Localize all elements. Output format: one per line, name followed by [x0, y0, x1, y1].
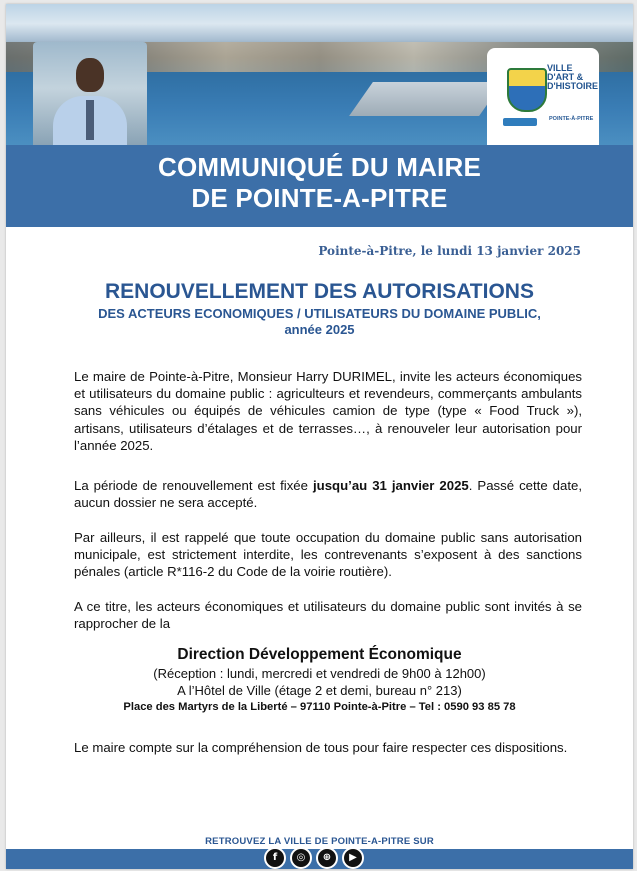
header-banner	[6, 4, 633, 145]
youtube-icon[interactable]: ▶	[342, 847, 364, 869]
subject-heading: RENOUVELLEMENT DES AUTORISATIONS DES ACTEURS ECONOMIQUES / UTILISATEURS DU DOMAINE PUBLIC, année 2025	[98, 280, 541, 337]
social-icons	[264, 847, 364, 869]
web-icon[interactable]: ⊕	[316, 847, 338, 869]
city-logo	[487, 48, 599, 145]
ville-art-histoire-label: VILLE D'ART & D'HISTOIRE	[547, 63, 598, 91]
city-crest-icon	[507, 68, 547, 112]
mayor-portrait	[33, 42, 147, 145]
paragraph-deadline: La période de renouvellement est fixée jusqu’au 31 janvier 2025. Passé cette date, aucun dossier ne sera accepté.	[74, 478, 583, 511]
facebook-icon[interactable]: f	[264, 847, 286, 869]
dateline: Pointe-à-Pitre, le lundi 13 janvier 2025	[318, 244, 581, 258]
reception-hours: (Réception : lundi, mercredi et vendredi de 9h00 à 12h00)	[153, 666, 486, 681]
office-location: A l’Hôtel de Ville (étage 2 et demi, bureau n° 213)	[177, 683, 462, 698]
paragraph-closing: Le maire compte sur la compréhension de tous pour faire respecter ces dispositions.	[74, 740, 568, 755]
quay-building	[349, 82, 503, 116]
paragraph-warning: Par ailleurs, il est rappelé que toute occupation du domaine public sans autorisation municipale, est strictement interdite, les contrevenants s’exposent à des sanctions pénales (article R*116-2 du Code de la voirie routière).	[74, 530, 582, 580]
secondary-logo	[503, 118, 537, 126]
paragraph-contact-intro: A ce titre, les acteurs économiques et utilisateurs du domaine public sont invités à se rapprocher de la	[74, 599, 582, 632]
press-release-page	[6, 4, 633, 869]
department-name: Direction Développement Économique	[177, 646, 462, 663]
instagram-icon[interactable]: ◎	[290, 847, 312, 869]
footer-label: RETROUVEZ LA VILLE DE POINTE-A-PITRE SUR	[205, 836, 434, 847]
deadline-date: jusqu’au 31 janvier 2025	[312, 478, 469, 493]
postal-address: Place des Martyrs de la Liberté – 97110 Pointe-à-Pitre – Tel : 0590 93 85 78	[123, 701, 516, 713]
page-title: COMMUNIQUÉ DU MAIRE DE POINTE-A-PITRE	[157, 152, 481, 213]
paragraph-invitation: Le maire de Pointe-à-Pitre, Monsieur Harry DURIMEL, invite les acteurs économiques et utilisateurs du domaine public : agriculteurs et revendeurs, commerçants ambulants sans véhicules ou équipés de véhicules camion de type (type « Food Truck »), artisans, utilisateurs d’étalages et de terrasses…, à renouveler leur autorisation pour l’année 2025.	[74, 369, 582, 453]
logo-city-name: POINTE-À-PITRE	[549, 116, 594, 122]
contact-block	[6, 645, 633, 715]
